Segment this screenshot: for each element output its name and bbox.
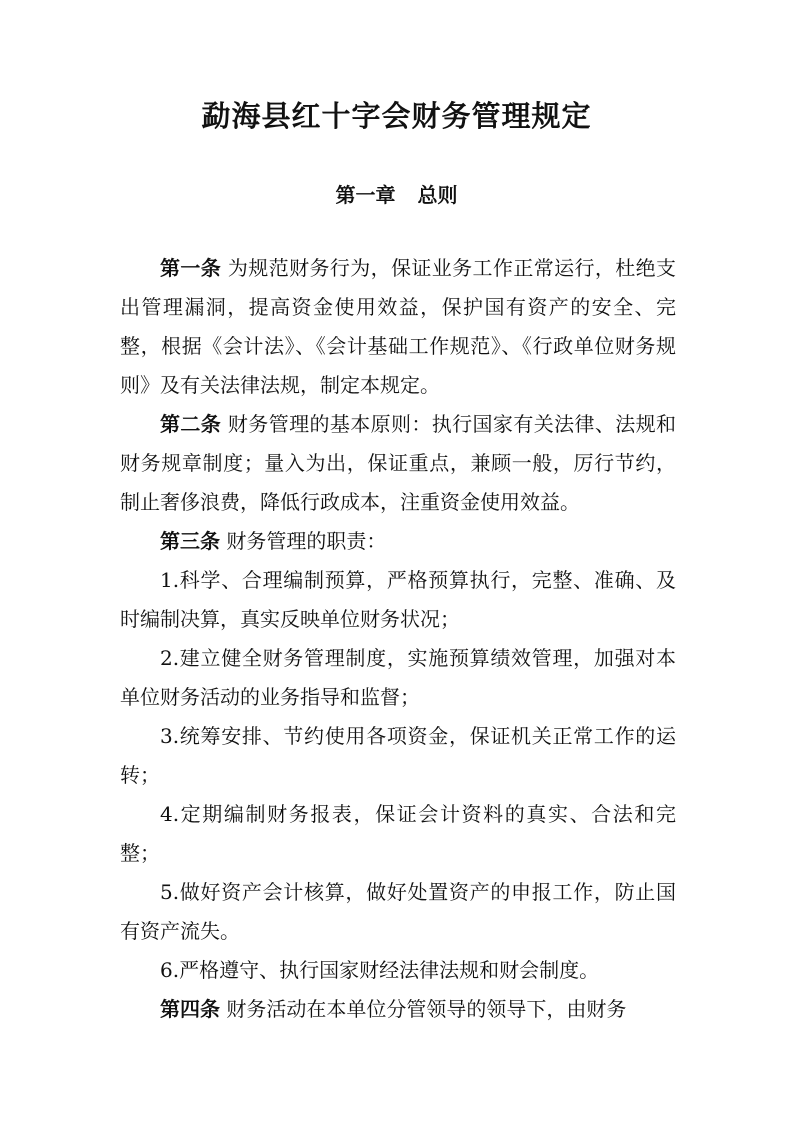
article-text: 财务管理的职责： [226, 529, 387, 553]
article-text: 财务活动在本单位分管领导的领导下，由财务 [226, 997, 627, 1021]
list-item-text: 1.科学、合理编制预算，严格预算执行，完整、准确、及时编制决算，真实反映单位财务状况； [120, 568, 676, 631]
chapter-number: 第一章 [335, 183, 396, 207]
list-item [120, 795, 676, 873]
article-text: 财务管理的基本原则：执行国家有关法律、法规和财务规章制度；量入为出，保证重点，兼顾一般，厉行节约，制止奢侈浪费，降低行政成本，注重资金使用效益。 [120, 412, 677, 514]
list-item [120, 717, 676, 795]
list-item-text: 3.统筹安排、节约使用各项资金，保证机关正常工作的运转； [120, 724, 676, 787]
list-item [120, 561, 676, 639]
document-title: 勐海县红十字会财务管理规定 [201, 99, 592, 133]
article-label: 第一条 [160, 256, 222, 280]
article-paragraph [120, 405, 676, 522]
list-item-text: 5.做好资产会计核算，做好处置资产的申报工作，防止国有资产流失。 [120, 880, 676, 943]
article-label: 第二条 [160, 412, 222, 436]
chapter-heading [0, 180, 793, 210]
list-item [120, 639, 676, 717]
list-item [120, 873, 676, 951]
chapter-name: 总则 [417, 183, 458, 207]
list-item-text: 6.严格遵守、执行国家财经法律法规和财会制度。 [160, 958, 600, 982]
article-paragraph [120, 249, 676, 405]
document-body [120, 249, 676, 1029]
list-item [120, 951, 676, 990]
list-item-text: 4.定期编制财务报表，保证会计资料的真实、合法和完整； [120, 802, 676, 865]
article-text: 为规范财务行为，保证业务工作正常运行，杜绝支出管理漏洞，提高资金使用效益，保护国有资产的安全、完整，根据《会计法》、《会计基础工作规范》、《行政单位财务规则》及有关法律法规，制定本规定。 [120, 256, 677, 397]
article-label: 第三条 [160, 529, 220, 553]
list-item-text: 2.建立健全财务管理制度，实施预算绩效管理，加强对本单位财务活动的业务指导和监督； [120, 646, 676, 709]
article-label: 第四条 [160, 997, 220, 1021]
article-paragraph [120, 990, 676, 1029]
article-paragraph [120, 522, 676, 561]
